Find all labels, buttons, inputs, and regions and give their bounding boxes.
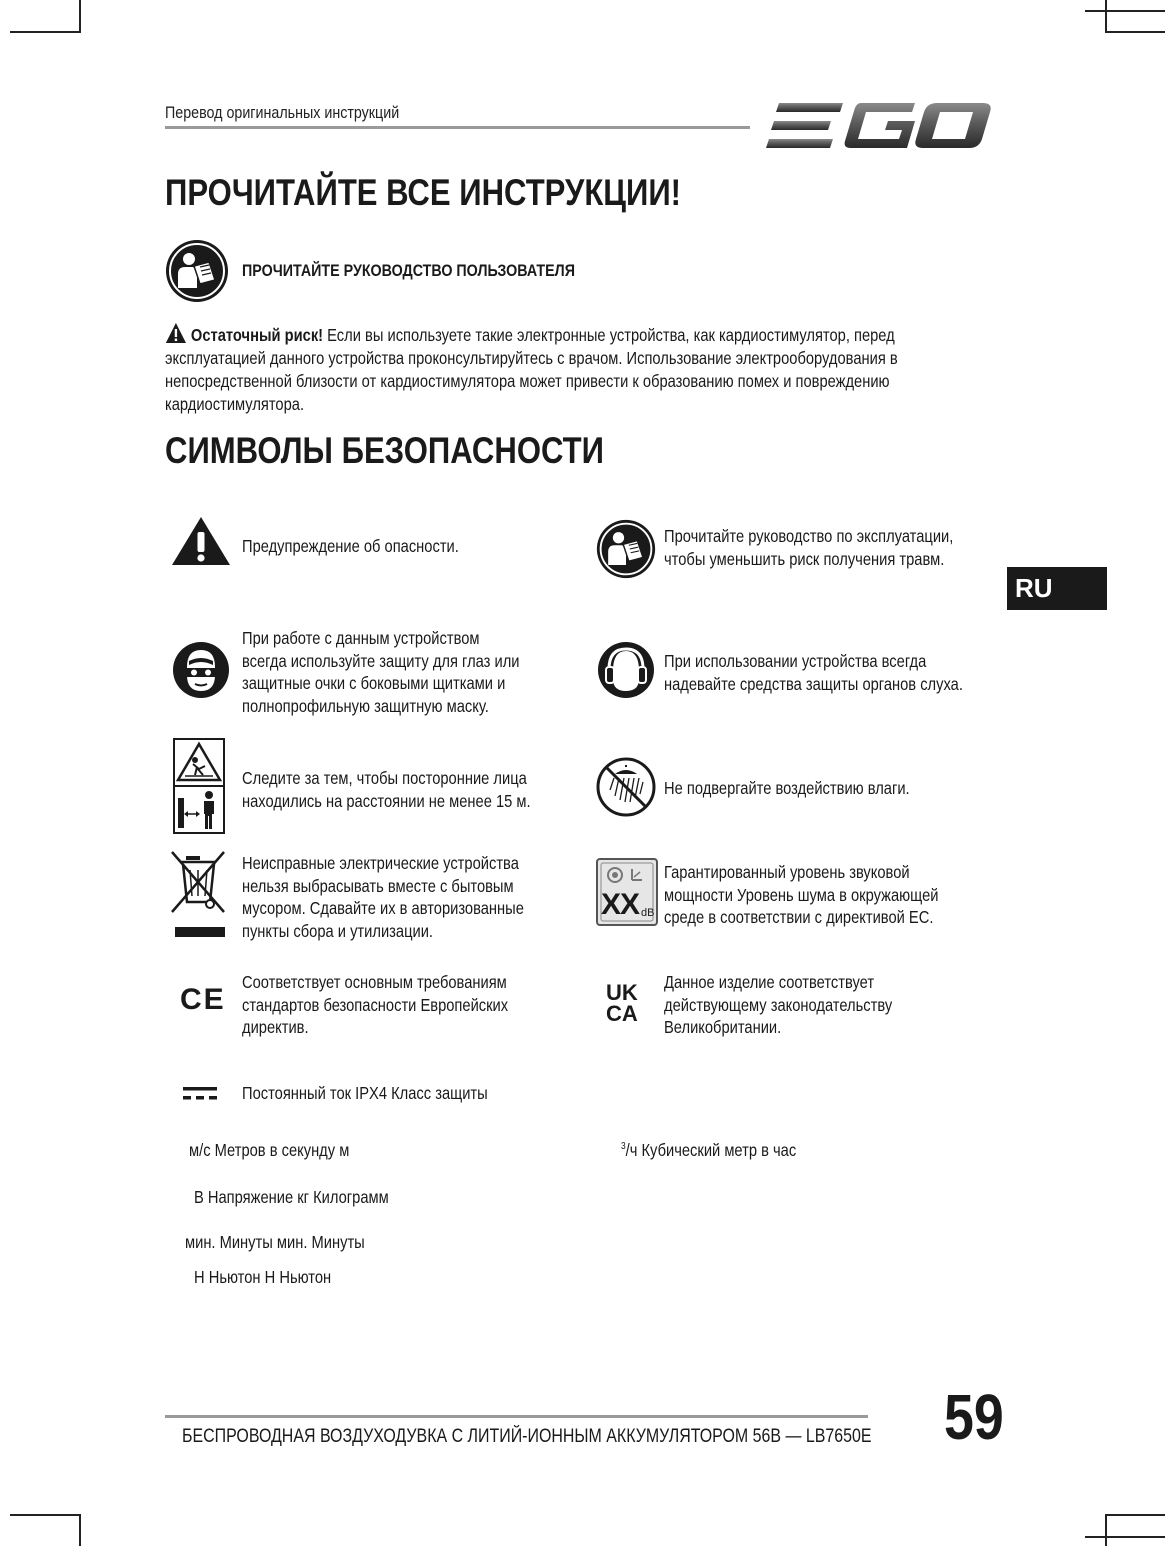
residual-risk-paragraph bbox=[165, 322, 1085, 416]
ear-protection-icon bbox=[597, 641, 655, 704]
ukca-top: UK bbox=[606, 980, 638, 1005]
risk-line-4: кардиостимулятора. bbox=[165, 394, 305, 414]
ukca-bottom: CA bbox=[606, 1001, 638, 1026]
unit-cubic-meter-per-hour: $^3$/ч Кубический метр в час bbox=[621, 1140, 797, 1160]
symbol-text-ce: Соответствует основным требованиям стандартов безопасности Европейских директив. bbox=[242, 972, 509, 1037]
risk-line-2: эксплуатацией данного устройства проконсультируйтесь с врачом. Использование электрооборудования в bbox=[165, 348, 898, 368]
unit-volt-kilogram: В Напряжение кг Килограмм bbox=[194, 1187, 389, 1207]
crop-mark-bottom-left bbox=[10, 1514, 80, 1516]
sound-power-badge-value: XX bbox=[601, 888, 640, 921]
ce-mark-icon: CE bbox=[180, 983, 226, 1016]
symbol-text-no-rain: Не подвергайте воздействию влаги. bbox=[664, 778, 910, 798]
crop-mark-bottom-right-h2 bbox=[1085, 1536, 1165, 1538]
ego-logo bbox=[765, 98, 995, 156]
crop-mark-top-right-v bbox=[1105, 0, 1107, 33]
ukca-mark-icon bbox=[606, 982, 646, 1024]
unit-meters-per-second: м/с Метров в секунду м bbox=[189, 1140, 350, 1160]
unit-minutes: мин. Минуты мин. Минуты bbox=[185, 1232, 365, 1252]
symbol-text-warning: Предупреждение об опасности. bbox=[242, 536, 459, 556]
crop-mark-top-left bbox=[10, 31, 80, 33]
read-manual-icon-small bbox=[595, 518, 657, 585]
crop-mark-bottom-left-v bbox=[79, 1514, 81, 1546]
warning-triangle-icon bbox=[170, 515, 232, 572]
unit-newton: Н Ньютон Н Ньютон bbox=[194, 1267, 332, 1287]
bystanders-distance-icon bbox=[173, 738, 225, 839]
symbol-text-ukca: Данное изделие соответствует действующему законодательству Великобритании. bbox=[664, 972, 893, 1037]
crop-mark-bottom-right bbox=[1105, 1514, 1165, 1516]
logo-text bbox=[995, 98, 996, 99]
symbol-text-ear-protection: При использовании устройства всегда надевайте средства защиты органов слуха. bbox=[664, 651, 963, 694]
sound-power-icon bbox=[596, 858, 658, 931]
language-tab-ru: RU bbox=[1007, 567, 1107, 610]
crop-mark-top-right-h2 bbox=[1085, 10, 1165, 12]
symbol-text-dc: Постоянный ток IPX4 Класс защиты bbox=[242, 1083, 488, 1103]
read-manual-icon bbox=[164, 238, 230, 304]
residual-risk-label: Остаточный риск! bbox=[190, 325, 324, 345]
symbol-text-read-manual: Прочитайте руководство по эксплуатации, чтобы уменьшить риск получения травм. bbox=[664, 526, 954, 569]
warning-triangle-small-icon bbox=[165, 322, 187, 344]
direct-current-icon bbox=[183, 1087, 217, 1106]
header-subtitle: Перевод оригинальных инструкций bbox=[165, 103, 400, 122]
page-number: 59 bbox=[944, 1381, 1004, 1453]
weee-bin-icon bbox=[170, 850, 228, 945]
risk-line-1: Если вы используете такие электронные устройства, как кардиостимулятор, перед bbox=[327, 325, 895, 345]
page-title-read-all: ПРОЧИТАЙТЕ ВСЕ ИНСТРУКЦИИ! bbox=[165, 172, 682, 213]
sound-power-badge-unit: dB bbox=[641, 907, 655, 919]
risk-line-3: непосредственной близости от кардиостимулятора может привести к образованию помех и повреждению bbox=[165, 371, 890, 391]
symbol-text-weee: Неисправные электрические устройства нельзя выбрасывать вместе с бытовым мусором. Сдавайте их в авторизованные пункты сбора и утилизации. bbox=[242, 853, 524, 941]
no-rain-icon bbox=[595, 756, 657, 823]
safety-symbols-title: СИМВОЛЫ БЕЗОПАСНОСТИ bbox=[165, 430, 604, 471]
read-manual-label: ПРОЧИТАЙТЕ РУКОВОДСТВО ПОЛЬЗОВАТЕЛЯ bbox=[242, 261, 575, 280]
crop-mark-top-left-v bbox=[79, 0, 81, 33]
footer-rule bbox=[165, 1415, 868, 1418]
eye-protection-icon bbox=[172, 641, 230, 704]
crop-mark-top-right bbox=[1105, 31, 1165, 33]
symbol-text-sound-power: Гарантированный уровень звуковой мощности Уровень шума в окружающей среде в соответствии с директивой ЕС. bbox=[664, 862, 939, 927]
footer-product-name: БЕСПРОВОДНАЯ ВОЗДУХОДУВКА С ЛИТИЙ-ИОННЫМ АККУМУЛЯТОРОМ 56В — LB7650E bbox=[182, 1426, 872, 1447]
unit-superscript: 3 bbox=[621, 1141, 626, 1153]
symbol-text-bystanders: Следите за тем, чтобы посторонние лица находились на расстоянии не менее 15 м. bbox=[242, 768, 531, 811]
symbol-text-eye-protection: При работе с данным устройством всегда используйте защиту для глаз или защитные очки с боковыми щитками и полнопрофильную защитную маску. bbox=[242, 628, 520, 716]
header-rule bbox=[165, 126, 750, 129]
crop-mark-bottom-right-v bbox=[1105, 1514, 1107, 1546]
